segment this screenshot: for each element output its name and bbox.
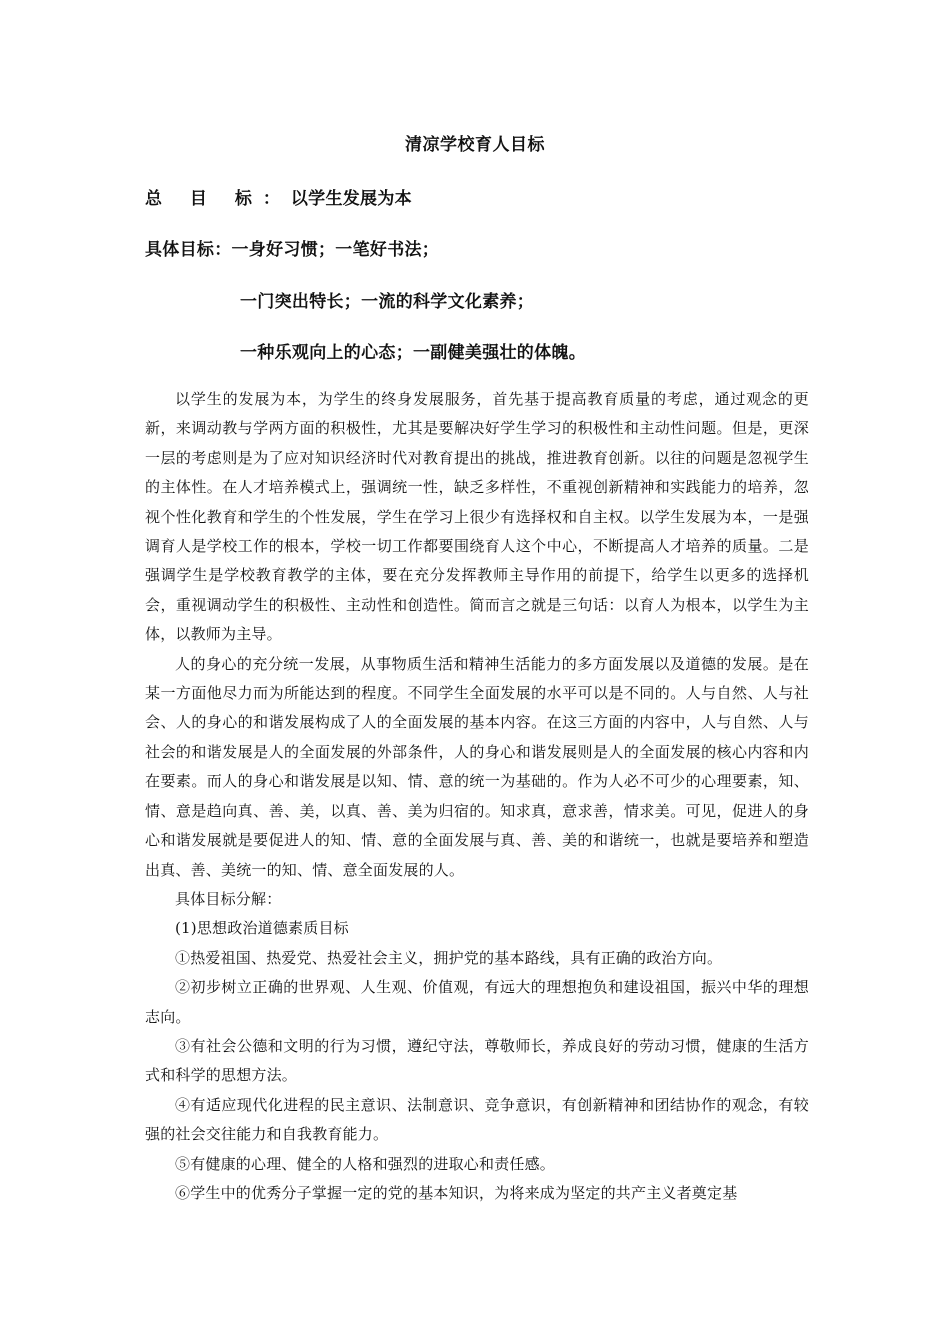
list-item-3: ③有社会公德和文明的行为习惯，遵纪守法，尊敬师长，养成良好的劳动习惯，健康的生活方式和科学的思想方法。 bbox=[145, 1036, 809, 1085]
list-item-5: ⑤有健康的心理、健全的人格和强烈的进取心和责任感。 bbox=[175, 1154, 556, 1173]
paragraph-breakdown-heading: 具体目标分解： bbox=[175, 889, 282, 908]
specific-goal-line-1 bbox=[145, 235, 439, 260]
paragraph-holistic-development: 人的身心的充分统一发展，从事物质生活和精神生活能力的多方面发展以及道德的发展。是在某一方面他尽力而为所能达到的程度。不同学生全面发展的水平可以是不同的。人与自然、人与社会、人的身心的和谐发展构成了人的全面发展的基本内容。在这三方面的内容中，人与自然、人与社会的和谐发展是人的全面发展的外部条件，人的身心和谐发展则是人的全面发展的核心内容和内在要素。而人的身心和谐发展是以知、情、意的统一为基础的。作为人必不可少的心理要素，知、情、意是趋向真、善、美，以真、善、美为归宿的。知求真，意求善，情求美。可见，促进人的身心和谐发展就是要促进人的知、情、意的全面发展与真、善、美的和谐统一，也就是要培养和塑造出真、善、美统一的知、情、意全面发展的人。 bbox=[145, 654, 809, 879]
specific-goal-line-2: 一门突出特长；一流的科学文化素养； bbox=[240, 292, 535, 312]
total-goal-label: 总 目 标： bbox=[145, 189, 291, 209]
specific-goal-label: 具体目标： bbox=[145, 240, 232, 260]
paragraph-section-heading: (1)思想政治道德素质目标 bbox=[175, 919, 349, 938]
paragraph-student-development: 以学生的发展为本，为学生的终身发展服务，首先基于提高教育质量的考虑，通过观念的更新，来调动教与学两方面的积极性，尤其是要解决好学生学习的积极性和主动性问题。但是，更深一层的考虑则是为了应对知识经济时代对教育提出的挑战，推进教育创新。以往的问题是忽视学生的主体性。在人才培养模式上，强调统一性，缺乏多样性，不重视创新精神和实践能力的培养，忽视个性化教育和学生的个性发展，学生在学习上很少有选择权和自主权。以学生发展为本，一是强调育人是学校工作的根本，学校一切工作都要围绕育人这个中心，不断提高人才培养的质量。二是强调学生是学校教育教学的主体，要在充分发挥教师主导作用的前提下，给学生以更多的选择机会，重视调动学生的积极性、主动性和创造性。简而言之就是三句话：以育人为根本，以学生为主体，以教师为主导。 bbox=[145, 390, 809, 644]
total-goal-text: 以学生发展为本 bbox=[290, 189, 412, 209]
total-goal bbox=[145, 184, 412, 209]
list-item-1: ①热爱祖国、热爱党、热爱社会主义，拥护党的基本路线，具有正确的政治方向。 bbox=[175, 948, 723, 967]
list-item-4: ④有适应现代化进程的民主意识、法制意识、竞争意识，有创新精神和团结协作的观念，有较强的社会交往能力和自我教育能力。 bbox=[145, 1095, 809, 1144]
specific-goal-line-3: 一种乐观向上的心态；一副健美强壮的体魄。 bbox=[240, 343, 586, 363]
body-text bbox=[145, 385, 809, 1208]
list-item-2: ②初步树立正确的世界观、人生观、价值观，有远大的理想抱负和建设祖国，振兴中华的理想志向。 bbox=[145, 978, 809, 1026]
specific-goal-text-1: 一身好习惯；一笔好书法； bbox=[231, 240, 440, 260]
document-title: 清凉学校育人目标 bbox=[405, 135, 545, 155]
list-item-6: ⑥学生中的优秀分子掌握一定的党的基本知识，为将来成为坚定的共产主义者奠定基 bbox=[175, 1183, 738, 1202]
